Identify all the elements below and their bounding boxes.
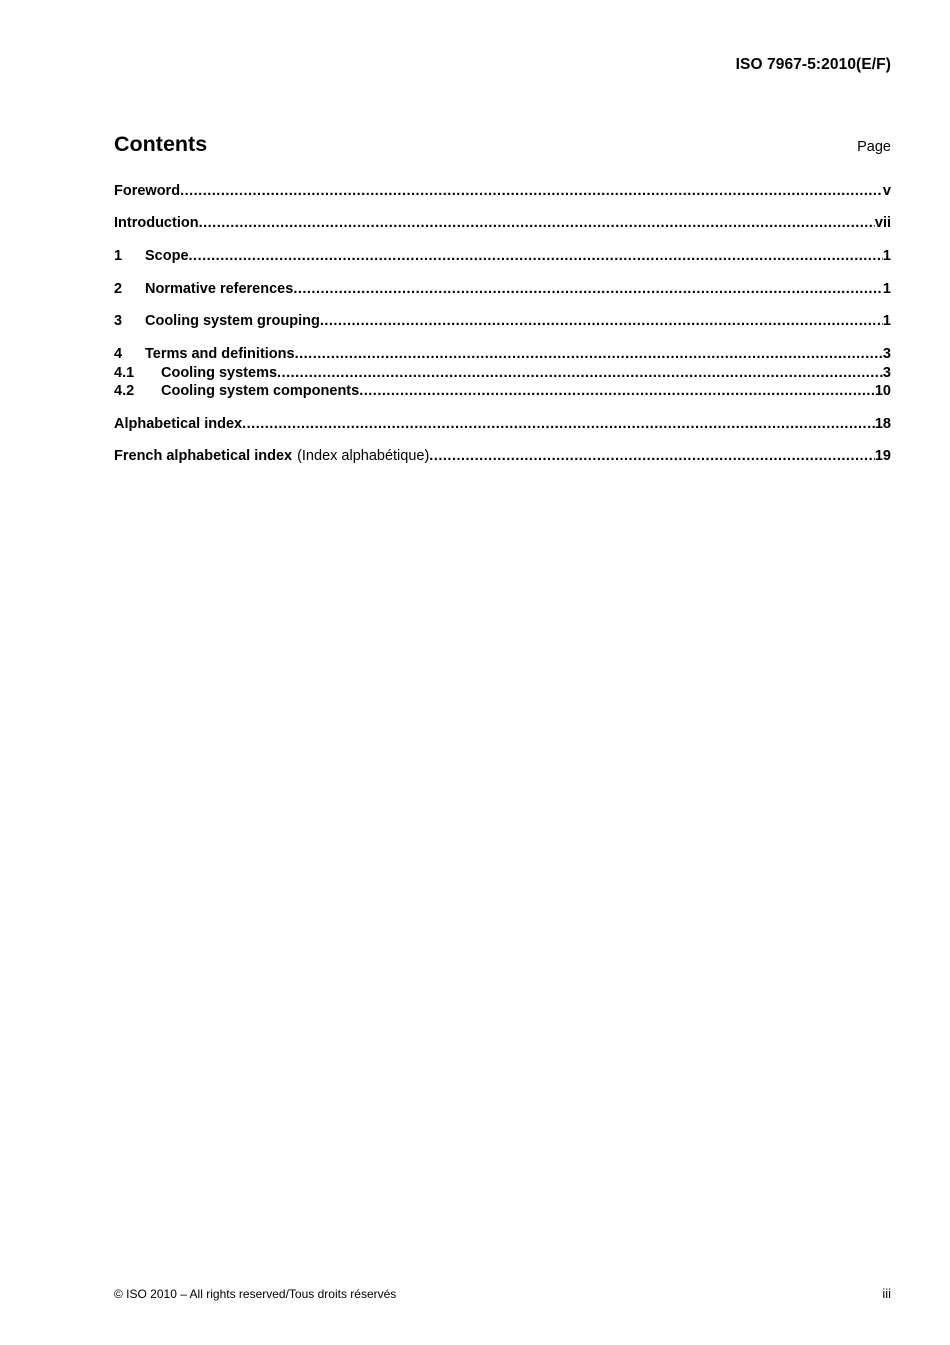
toc-entry-number: 1 <box>114 248 123 264</box>
toc-entry-page: 10 <box>874 383 891 399</box>
toc-entry-page: 1 <box>882 281 891 297</box>
toc-entry-terms-and-definitions[interactable] <box>114 345 891 363</box>
toc-entry-number: 4.2 <box>114 383 135 399</box>
toc-entry-title: Alphabetical index <box>114 416 243 432</box>
toc-entry-cooling-system-components[interactable] <box>114 382 891 400</box>
toc-entry-number: 3 <box>114 313 123 329</box>
toc-entry-number: 4 <box>114 346 123 362</box>
toc-entry-title: French alphabetical index <box>114 448 293 464</box>
toc-entry-page: 18 <box>874 416 891 432</box>
toc-entry-page: 19 <box>874 448 891 464</box>
toc-entry-page: v <box>882 183 891 199</box>
toc-leader <box>277 364 883 382</box>
toc-leader <box>359 382 875 400</box>
toc-entry-title: Cooling system components <box>161 383 360 399</box>
toc-entry-title: Foreword <box>114 183 181 199</box>
toc-entry-subtitle: (Index alphabétique) <box>297 448 430 464</box>
toc-entry-title: Introduction <box>114 215 199 231</box>
toc-entry-title: Cooling system grouping <box>145 313 320 329</box>
toc-entry-title: Terms and definitions <box>145 346 295 362</box>
toc-leader <box>293 280 883 298</box>
toc-leader <box>320 312 883 330</box>
toc-entry-scope[interactable] <box>114 247 891 265</box>
toc-entry-page: 1 <box>882 248 891 264</box>
toc-entry-number: 2 <box>114 281 123 297</box>
toc-leader <box>180 182 883 200</box>
toc-entry-title: Scope <box>145 248 189 264</box>
toc-leader <box>429 447 875 465</box>
toc-leader <box>199 214 875 232</box>
toc-leader <box>242 415 875 433</box>
toc-entry-alphabetical-index[interactable] <box>114 415 891 433</box>
toc-entry-introduction[interactable] <box>114 214 891 232</box>
toc-entry-french-alphabetical-index[interactable] <box>114 447 891 465</box>
toc-entry-page: 3 <box>882 365 891 381</box>
toc-entry-number: 4.1 <box>114 365 135 381</box>
toc-entry-page: 3 <box>882 346 891 362</box>
toc-leader <box>295 345 883 363</box>
footer-page-number: iii <box>882 1286 891 1301</box>
toc-entry-cooling-systems[interactable] <box>114 364 891 382</box>
footer-copyright: © ISO 2010 – All rights reserved/Tous droits réservés <box>114 1287 397 1301</box>
document-id: ISO 7967-5:2010(E/F) <box>735 56 891 73</box>
toc-entry-cooling-system-grouping[interactable] <box>114 312 891 330</box>
toc-entry-page: vii <box>874 215 891 231</box>
toc-leader <box>189 247 883 265</box>
page-column-label: Page <box>857 139 891 155</box>
page-title: Contents <box>114 132 208 156</box>
toc-entry-title: Normative references <box>145 281 294 297</box>
toc-entry-normative-references[interactable] <box>114 280 891 298</box>
toc-entry-page: 1 <box>882 313 891 329</box>
toc-entry-title: Cooling systems <box>161 365 278 381</box>
toc-entry-foreword[interactable] <box>114 182 891 200</box>
